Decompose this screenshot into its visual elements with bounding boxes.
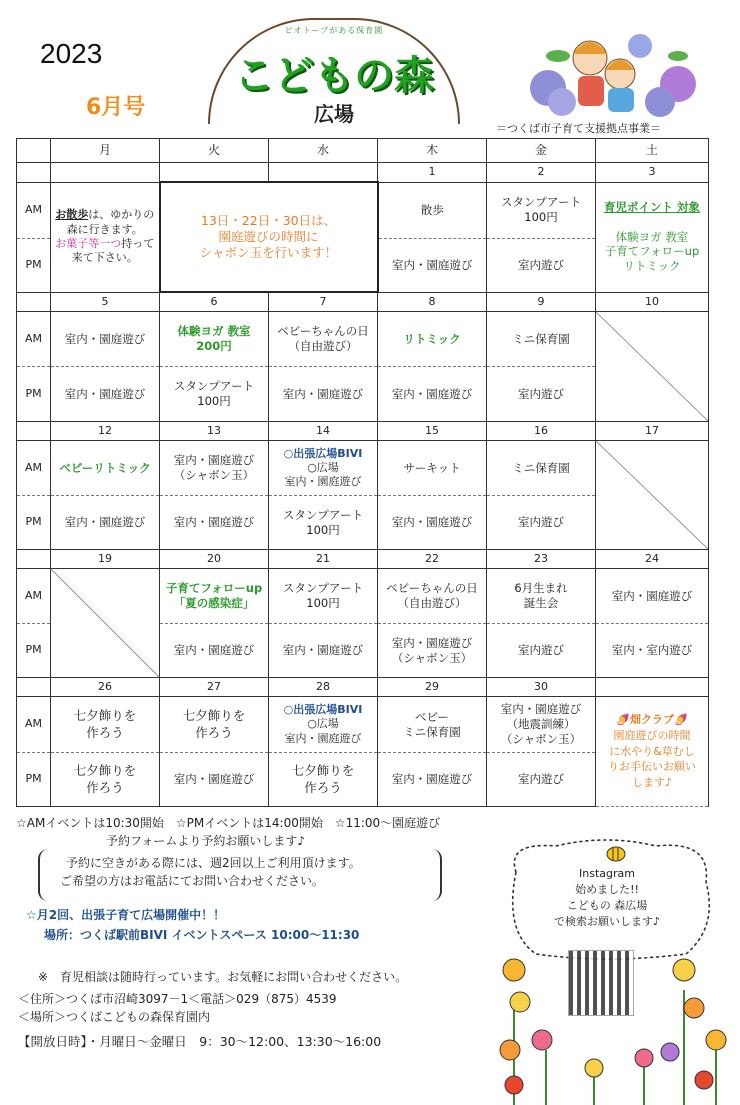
bubble-text: シャボン玉を行います！ <box>199 245 338 261</box>
date-cell: 19 <box>51 550 160 569</box>
date-cell: 14 <box>269 422 378 441</box>
am-row <box>17 312 709 367</box>
date-cell: 7 <box>269 292 378 312</box>
event-cell: 室内・園庭遊び <box>378 496 487 550</box>
event-cell: 室内遊び <box>487 367 596 422</box>
support-program-label: ＝つくば市子育て支援拠点事業＝ <box>496 122 661 135</box>
bubble-text: 園庭遊びの時間に <box>218 228 319 244</box>
location-line: ＜場所＞つくばこどもの森保育園内 <box>18 1010 211 1024</box>
date-cell: 2 <box>487 163 596 183</box>
date-cell <box>51 163 160 183</box>
date-row <box>17 163 709 183</box>
opening-hours: 【開放日時】・月曜日～金曜日 9：30～12:00、13:30～16:00 <box>18 1034 382 1049</box>
event-cell: リトミック <box>378 312 487 367</box>
logo-subtitle: ビオトープがある保育園 <box>284 26 384 35</box>
garden-club-text: に水やり&草むし <box>609 744 695 758</box>
event-text: ベビーちゃんの日 <box>386 581 478 596</box>
event-cell: ベビーリトミック <box>51 441 160 496</box>
garden-club-label: 🍠畑クラブ🍠 <box>616 712 688 726</box>
event-text: （シャボン玉） <box>173 468 255 482</box>
closed-day-cell <box>596 312 709 422</box>
event-cell <box>160 367 269 422</box>
walk-text: は、ゆかりの <box>88 208 155 222</box>
event-text: （自由遊び） <box>397 596 467 610</box>
points-text: 子育てフォローup <box>604 244 700 259</box>
event-text: 「夏の感染症」 <box>173 596 255 610</box>
garden-club-text: します♪ <box>631 776 673 790</box>
event-text: 100円 <box>197 394 231 408</box>
am-row <box>17 697 709 753</box>
date-cell: 3 <box>596 163 709 183</box>
bubble-notice <box>160 182 378 292</box>
event-cell <box>269 753 378 807</box>
children-hydrangea-illustration <box>528 26 698 118</box>
date-corner <box>17 678 51 697</box>
event-text: 室内・園庭遊び <box>284 731 362 745</box>
event-cell: 散歩 <box>378 182 487 238</box>
event-text: 6月生まれ <box>514 581 568 596</box>
pm-label: PM <box>17 238 51 292</box>
date-cell: 6 <box>160 292 269 312</box>
closed-day-cell <box>51 569 160 678</box>
am-label: AM <box>17 569 51 624</box>
bee-icon <box>607 847 625 861</box>
am-row <box>17 441 709 496</box>
walk-label: お散歩 <box>55 208 89 222</box>
pm-label: PM <box>17 753 51 807</box>
event-text: 誕生会 <box>523 596 559 610</box>
instagram-label: Instagram <box>579 867 635 880</box>
event-cell <box>378 624 487 678</box>
event-cell: 室内・園庭遊び <box>51 496 160 550</box>
event-cell: 室内・園庭遊び <box>160 496 269 550</box>
date-cell: 20 <box>160 550 269 569</box>
pm-label: PM <box>17 624 51 678</box>
pm-label: PM <box>17 496 51 550</box>
event-text: 100円 <box>524 210 558 224</box>
event-cell: 室内遊び <box>487 238 596 292</box>
availability-note: 予約に空きがある際には、週2回以上ご利用頂けます。 <box>66 856 361 870</box>
event-cell <box>269 697 378 753</box>
snack-text: お菓子等一つ <box>55 237 122 250</box>
date-cell: 8 <box>378 292 487 312</box>
bubble-text: 13日・22日・30日は、 <box>200 212 337 228</box>
date-row <box>17 678 709 697</box>
date-cell: 16 <box>487 422 596 441</box>
logo-plaza: 広場 <box>314 102 354 126</box>
date-cell: 23 <box>487 550 596 569</box>
event-cell <box>160 697 269 753</box>
event-text: 200円 <box>196 339 232 353</box>
date-corner <box>17 550 51 569</box>
event-text: 100円 <box>306 596 340 610</box>
weekday-mon: 月 <box>51 139 160 163</box>
event-cell <box>378 569 487 624</box>
garden-club-text: りお手伝いお願い <box>608 760 696 774</box>
points-text: 体験ヨガ 教室 <box>615 229 689 244</box>
date-corner <box>17 422 51 441</box>
event-cell <box>269 441 378 496</box>
weekday-fri: 金 <box>487 139 596 163</box>
event-times-note: ☆AMイベントは10:30開始 ☆PMイベントは14:00開始 ☆11:00～園庭遊び <box>16 816 441 830</box>
event-cell: 室内・園庭遊び <box>51 367 160 422</box>
am-row <box>17 182 709 238</box>
event-cell: 室内遊び <box>487 753 596 807</box>
weekday-wed: 水 <box>269 139 378 163</box>
date-cell: 15 <box>378 422 487 441</box>
event-text: 子育てフォローup <box>165 581 263 596</box>
event-cell <box>487 182 596 238</box>
event-text: ○広場 <box>307 460 339 474</box>
instagram-text: で検索お願いします♪ <box>553 914 661 928</box>
weekday-header-row <box>17 139 709 163</box>
event-text: （シャボン玉） <box>500 731 582 746</box>
instagram-text: こどもの 森広場 <box>566 898 648 912</box>
event-text: （シャボン玉） <box>391 650 473 665</box>
pm-label: PM <box>17 367 51 422</box>
instagram-message <box>532 866 682 930</box>
event-text: （自由遊び） <box>288 339 358 353</box>
reservation-note: 予約フォームより予約お願いします♪ <box>106 834 306 848</box>
event-text: 七夕飾りを <box>73 708 137 724</box>
date-corner <box>17 292 51 312</box>
event-text: スタンプアート <box>282 581 364 596</box>
outreach-location: 場所：つくば駅前BIVI イベントスペース 10:00～11:30 <box>44 928 360 942</box>
event-cell: 室内・園庭遊び <box>269 624 378 678</box>
calendar-table <box>16 138 709 807</box>
date-cell <box>596 678 709 697</box>
date-cell: 1 <box>378 163 487 183</box>
event-cell <box>160 441 269 496</box>
event-cell <box>378 697 487 753</box>
event-cell <box>160 312 269 367</box>
event-text: 作ろう <box>195 724 233 740</box>
event-text: 七夕飾りを <box>291 763 355 779</box>
event-text: 100円 <box>306 522 340 537</box>
event-text: 作ろう <box>304 779 342 795</box>
walk-text: 来て下さい。 <box>71 251 138 265</box>
event-text: ミニ保育園 <box>403 724 461 739</box>
am-label: AM <box>17 182 51 238</box>
am-label: AM <box>17 697 51 753</box>
event-cell: 室内・園庭遊び <box>51 312 160 367</box>
consultation-note: ※ 育児相談は随時行っています。お気軽にお問い合わせください。 <box>38 970 408 984</box>
instagram-text: 始めました!! <box>575 882 639 896</box>
date-cell: 13 <box>160 422 269 441</box>
event-text: 室内・園庭遊び <box>284 475 362 489</box>
event-cell: 室内・園庭遊び <box>378 367 487 422</box>
event-cell: サーキット <box>378 441 487 496</box>
logo <box>208 18 460 124</box>
date-cell: 12 <box>51 422 160 441</box>
event-text: 作ろう <box>86 779 124 795</box>
garden-club-notice <box>596 697 709 807</box>
event-cell: 室内遊び <box>487 624 596 678</box>
weekday-sat: 土 <box>596 139 709 163</box>
date-cell <box>160 163 269 183</box>
event-cell: ミニ保育園 <box>487 441 596 496</box>
event-text: （地震訓練） <box>506 717 576 732</box>
am-label: AM <box>17 312 51 367</box>
event-text: ○出張広場BIVI <box>283 446 363 460</box>
event-cell <box>269 496 378 550</box>
event-cell: 室内・園庭遊び <box>378 238 487 292</box>
event-cell <box>487 697 596 753</box>
event-cell <box>160 569 269 624</box>
date-cell: 5 <box>51 292 160 312</box>
event-cell: 室内・園庭遊び <box>160 753 269 807</box>
event-text: スタンプアート <box>173 379 255 394</box>
date-cell: 10 <box>596 292 709 312</box>
event-cell: 室内遊び <box>487 496 596 550</box>
event-cell: 室内・園庭遊び <box>596 569 709 624</box>
garden-club-text: 園庭遊びの時間 <box>613 728 691 742</box>
event-cell <box>51 753 160 807</box>
walk-text: 森に行きます。 <box>66 222 143 236</box>
event-text: 体験ヨガ 教室 <box>177 324 251 339</box>
date-cell: 9 <box>487 292 596 312</box>
points-label: 育児ポイント 対象 <box>603 199 700 214</box>
date-row <box>17 550 709 569</box>
event-cell <box>269 569 378 624</box>
date-cell: 29 <box>378 678 487 697</box>
date-corner <box>17 163 51 183</box>
points-text: リトミック <box>623 259 681 274</box>
date-cell: 17 <box>596 422 709 441</box>
sat-points-notice <box>596 182 709 292</box>
event-text: 七夕飾りを <box>182 708 246 724</box>
event-cell <box>51 697 160 753</box>
event-text: 七夕飾りを <box>73 763 137 779</box>
event-cell <box>269 312 378 367</box>
event-text: スタンプアート <box>500 195 582 210</box>
year: 2023 <box>40 38 103 69</box>
event-cell: 室内・園庭遊び <box>378 753 487 807</box>
event-text: ベビー <box>414 709 450 724</box>
date-cell: 21 <box>269 550 378 569</box>
event-text: スタンプアート <box>282 507 364 522</box>
event-cell: 室内・園庭遊び <box>160 624 269 678</box>
date-cell: 24 <box>596 550 709 569</box>
event-text: 室内・園庭遊び <box>173 453 255 468</box>
contact-note: ご希望の方はお電話にてお問い合わせください。 <box>60 874 325 888</box>
date-cell: 22 <box>378 550 487 569</box>
walk-text: 持って <box>121 237 155 250</box>
event-cell: 室内・園庭遊び <box>269 367 378 422</box>
date-cell <box>269 163 378 183</box>
weekday-tue: 火 <box>160 139 269 163</box>
closed-day-cell <box>596 441 709 550</box>
event-text: 室内・園庭遊び <box>500 702 582 717</box>
date-row <box>17 292 709 312</box>
outreach-note: ☆月2回、出張子育て広場開催中！！ <box>26 908 226 922</box>
event-text: ベビーちゃんの日 <box>277 324 369 339</box>
event-text: ○出張広場BIVI <box>283 703 363 717</box>
event-text: ○広場 <box>307 717 339 731</box>
issue-label: 6月号 <box>86 95 146 120</box>
date-cell: 26 <box>51 678 160 697</box>
date-cell: 30 <box>487 678 596 697</box>
corner-cell <box>17 139 51 163</box>
qr-code[interactable] <box>568 950 634 1016</box>
event-text: 作ろう <box>86 724 124 740</box>
event-text: 室内・園庭遊び <box>391 635 473 650</box>
am-row <box>17 569 709 624</box>
event-cell <box>487 569 596 624</box>
event-cell: 室内・室内遊び <box>596 624 709 678</box>
date-cell: 28 <box>269 678 378 697</box>
mon-walk-notice <box>51 182 160 292</box>
logo-title: こどもの森 <box>234 53 434 99</box>
date-row <box>17 422 709 441</box>
date-cell: 27 <box>160 678 269 697</box>
weekday-thu: 木 <box>378 139 487 163</box>
am-label: AM <box>17 441 51 496</box>
address-line: ＜住所＞つくば市沼崎3097－1＜電話＞029（875）4539 <box>18 992 337 1006</box>
event-cell: ミニ保育園 <box>487 312 596 367</box>
